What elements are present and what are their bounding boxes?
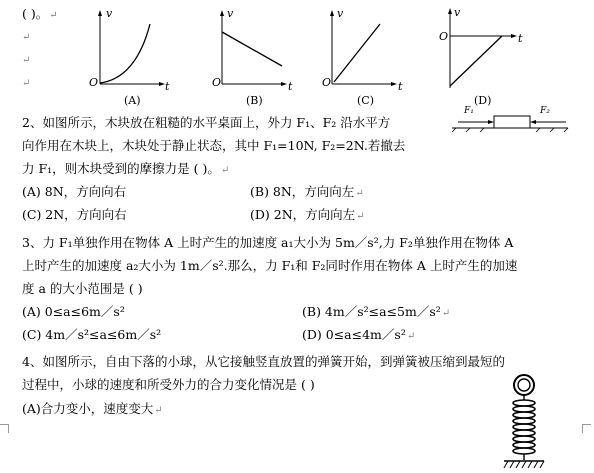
question-3-line-2: 上时产生的加速度 a₂大小为 1m／s².那么，力 F₁和 F₂同时作用在物体 A 上时产生的加速 [22, 258, 518, 273]
ball-spring-figure [500, 372, 548, 472]
axis-t-label: t [398, 80, 403, 93]
option-c: (C) 4m／s²≤a≤6m／s² [22, 327, 162, 342]
question-4-line-2: 过程中，小球的速度和所受外力的合力变化情况是 ( ) [22, 377, 315, 392]
origin-label: O [212, 76, 222, 89]
origin-label: O [322, 76, 332, 89]
question-2-options-row-1 [22, 182, 364, 202]
axis-v-label: v [337, 7, 344, 20]
axis-t-label: t [518, 32, 523, 45]
option-a: (A) 8N，方向向右 [22, 184, 127, 199]
page-corner-mark [582, 424, 591, 433]
graph-b-label: (B) [246, 94, 263, 107]
question-2-line-3: 力 F₁，则木块受到的摩擦力是 ( )。↵ [22, 161, 230, 176]
graph-d [438, 6, 518, 90]
option-d: (D) 0≤a≤4m／s²↵ [302, 327, 416, 342]
question-2-line-2: 向作用在木块上，木块处于静止状态，其中 F₁=10N, F₂=2N.若撤去 [22, 138, 406, 153]
return-mark: ↵ [22, 78, 31, 89]
graph-d-label: (D) [474, 94, 492, 107]
question-3-line-1: 3、力 F₁单独作用在物体 A 上时产生的加速度 a₁大小为 5m／s²,力 F₂单独作用在物体 A [22, 235, 514, 250]
question-4-line-1: 4、如图所示，自由下落的小球，从它接触竖直放置的弹簧开始，到弹簧被压缩到最短的 [22, 354, 505, 369]
page-corner-mark [0, 424, 9, 433]
option-b: (B) 8N，方向向左↵ [250, 184, 364, 199]
option-b: (B) 4m／s²≤a≤5m／s²↵ [302, 304, 451, 319]
force-f1-label: F₁ [464, 106, 474, 116]
return-mark: ↵ [22, 32, 31, 43]
force-f2-label: F₂ [540, 106, 550, 116]
graph-c [320, 8, 398, 88]
origin-label: O [439, 30, 449, 43]
graph-b [210, 8, 288, 88]
axis-v-label: v [106, 7, 113, 20]
graph-a [88, 8, 166, 88]
question-3-options-row-1 [22, 302, 451, 322]
question-3-line-3: 度 a 的大小范围是 ( ) [22, 281, 143, 296]
return-mark: ↵ [22, 55, 31, 66]
origin-label: O [89, 76, 99, 89]
axis-t-label: t [288, 80, 293, 93]
axis-v-label: v [227, 7, 234, 20]
question-2-options-row-2 [22, 205, 365, 225]
question-3-options-row-2 [22, 325, 416, 345]
axis-t-label: t [165, 80, 170, 93]
option-d: (D) 2N，方向向左↵ [250, 207, 365, 222]
graph-c-label: (C) [357, 94, 374, 107]
option-c: (C) 2N，方向向右 [22, 207, 127, 222]
question-2-line-1: 2、如图所示，木块放在粗糙的水平桌面上，外力 F₁、F₂ 沿水平方 [22, 115, 391, 130]
question-4-option-a: (A)合力变小，速度变大↵ [22, 401, 163, 416]
option-a: (A) 0≤a≤6m／s² [22, 304, 125, 319]
question-1-paren: ( )。↵ [22, 6, 58, 21]
axis-v-label: v [454, 6, 461, 19]
graph-a-label: (A) [124, 94, 141, 107]
